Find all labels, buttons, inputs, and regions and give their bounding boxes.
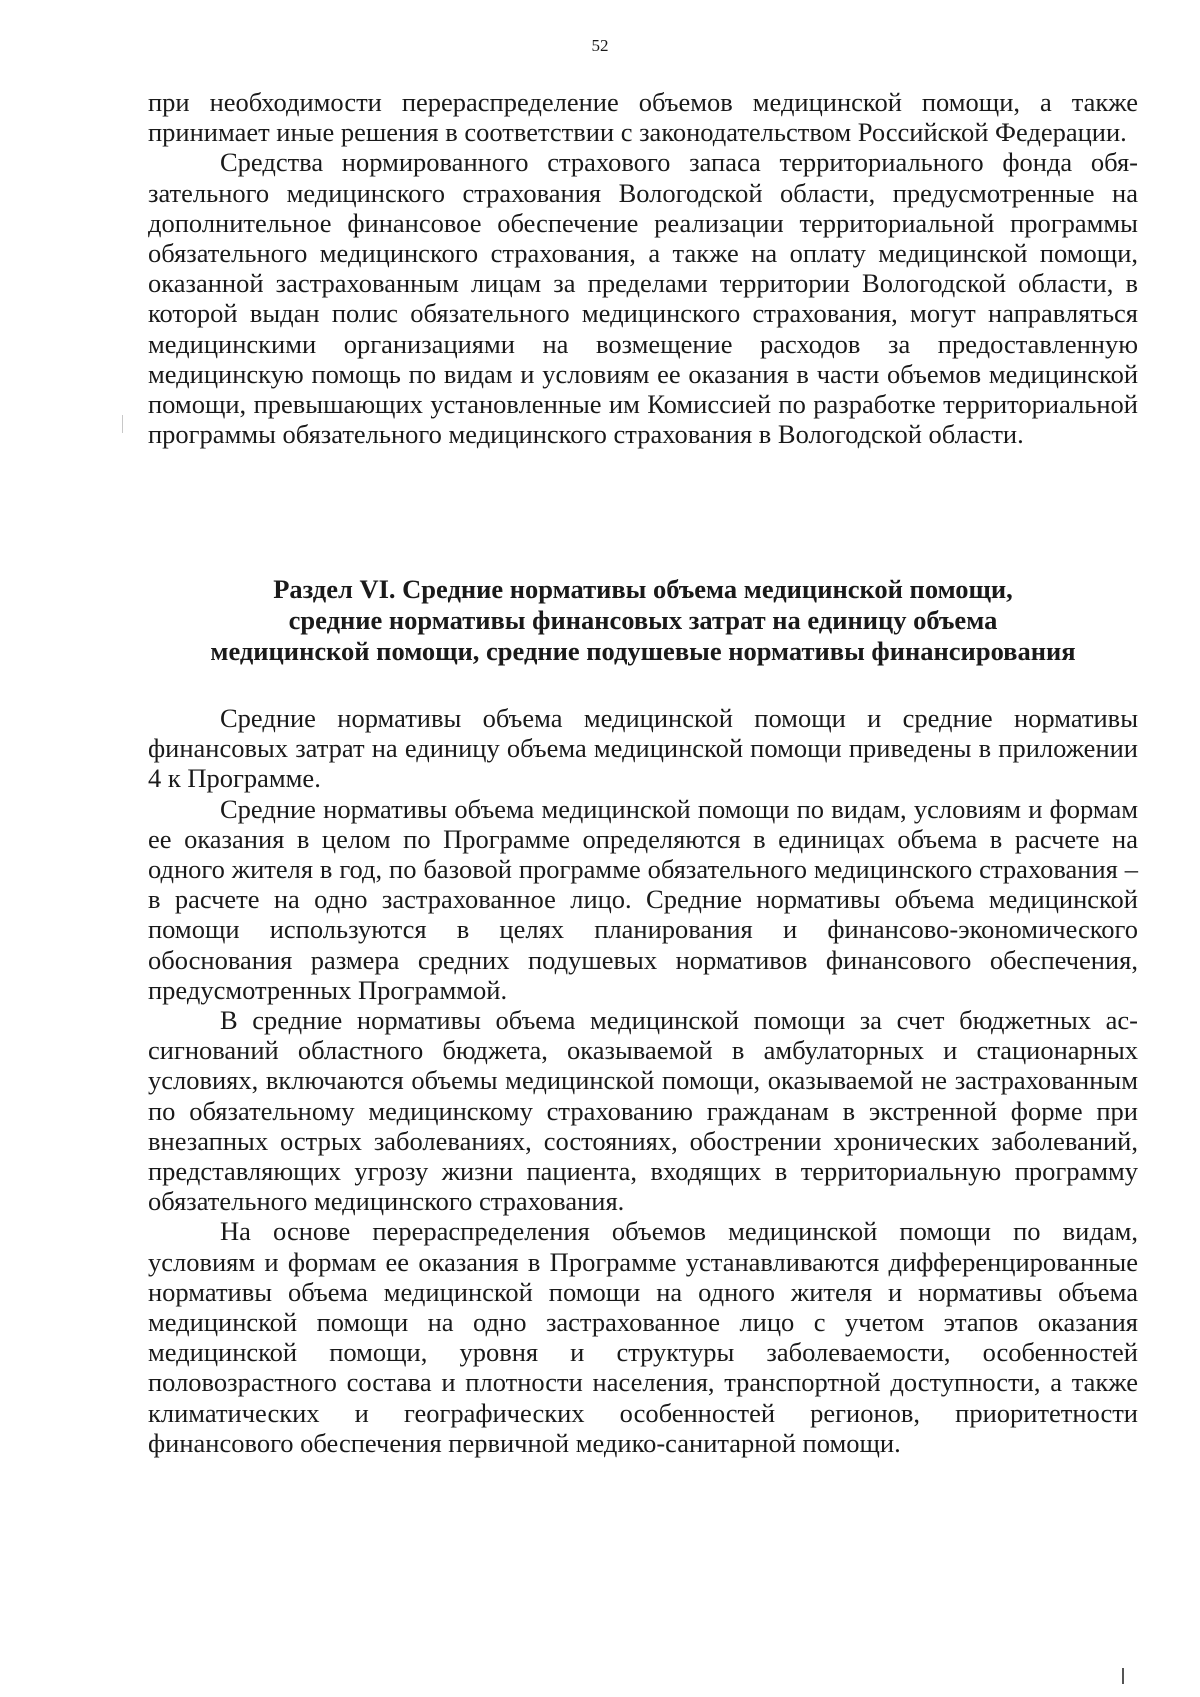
section-paragraph: Средние нормативы объема медицинской помощи и средние нормативы финансовых затрат на единицу объема медицинской помощи приведены в приложении 4 к Программе. bbox=[148, 703, 1138, 794]
corner-mark bbox=[1122, 1668, 1124, 1684]
section-paragraph: В средние нормативы объема медицинской помощи за счет бюджетных ассигнований областного бюджета, оказываемой в амбулаторных и стационарных условиях, включаются объемы медицинской помощи, оказываемой не застрахованным по обязательному медицинскому страхованию гражданам в экстренной форме при внезапных острых заболеваниях, состояниях, обострении хронических заболеваний, представляющих угрозу жизни пациента, входящих в территориальную программу обязательного медицинского страхования. bbox=[148, 1005, 1138, 1217]
reserve-funds-paragraph: Средства нормированного страхового запаса территориального фонда обязательного медицинского страхования Вологодской области, предусмотренные на дополнительное финансовое обеспечение реализации территориальной программы обязательного медицинского страхования, а также на оплату медицинской помощи, оказанной застрахованным лицам за пределами территории Вологодской области, в которой выдан полис обязательного медицинского страхования, могут направляться медицинскими организациями на возмещение расходов за предоставленную медицинскую помощь по видам и условиям ее оказания в части объемов медицинской помощи, превышающих установленные им Комиссией по разработке территориальной программы обязательного медицинского страхования в Вологодской области. bbox=[148, 147, 1138, 450]
section-heading bbox=[148, 574, 1138, 667]
section-text-block bbox=[148, 703, 1138, 1458]
page-number: 52 bbox=[591, 36, 609, 55]
section-paragraph: Средние нормативы объема медицинской помощи по видам, условиям и формам ее оказания в целом по Программе определяются в единицах объема в расчете на одного жителя в год, по базовой программе обязательного медицинского страхования – в расчете на одно застрахованное лицо. Средние нормативы объема медицинской помощи используются в целях планирования и финансово-экономического обоснования размера средних подушевых нормативов финансового обеспечения, предусмотренных Программой. bbox=[148, 793, 1138, 1005]
section-heading-line-1: Раздел VI. Средние нормативы объема медицинской помощи, bbox=[273, 574, 1013, 604]
intro-text-block bbox=[148, 87, 1138, 449]
margin-mark bbox=[122, 415, 123, 433]
section-heading-line-3: медицинской помощи, средние подушевые нормативы финансирования bbox=[210, 636, 1076, 666]
continuation-paragraph: при необходимости перераспределение объемов медицинской помощи, а также принимает иные решения в соответствии с законодательством Российской Федерации. bbox=[148, 87, 1138, 148]
section-heading-line-2: средние нормативы финансовых затрат на единицу объема bbox=[288, 605, 998, 635]
section-paragraph: На основе перераспределения объемов медицинской помощи по видам, условиям и формам ее оказания в Программе устанавливаются дифференцированные нормативы объема медицинской помощи на одного жителя и нормативы объема медицинской помощи на одно застрахованное лицо с учетом этапов оказания медицинской помощи, уровня и структуры заболеваемости, особенностей половозрастного состава и плотности населения, транспортной доступности, а также климатических и географических особенностей регионов, приоритетности финансового обеспечения первичной медико-санитарной помощи. bbox=[148, 1216, 1138, 1458]
